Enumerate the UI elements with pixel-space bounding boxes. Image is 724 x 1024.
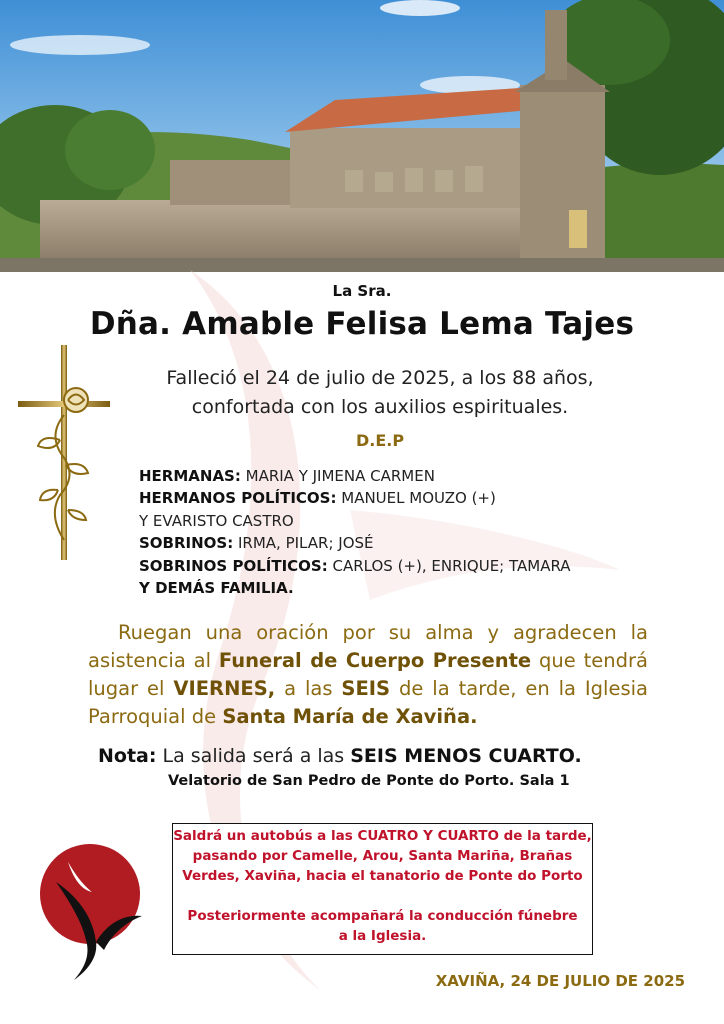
church-photo: [0, 0, 724, 272]
family-demas: Y DEMÁS FAMILIA.: [139, 579, 294, 598]
death-line-2: confortada con los auxilios espirituales.: [191, 396, 569, 418]
funeral-hour: SEIS: [341, 677, 391, 700]
dep-label: D.E.P: [355, 431, 405, 450]
family-hermanos-politicos: HERMANOS POLÍTICOS: MANUEL MOUZO (+): [139, 489, 496, 508]
bus-info-box: [172, 823, 593, 955]
death-line-1: Falleció el 24 de julio de 2025, a los 88 años,: [166, 367, 594, 389]
family-hermanos-politicos-cont: Y EVARISTO CASTRO: [139, 511, 294, 530]
deceased-name: Dña. Amable Felisa Lema Tajes: [89, 306, 635, 342]
funeral-type: Funeral de Cuerpo Presente: [218, 649, 532, 672]
bus-line-3: Verdes, Xaviña, hacia el tanatorio de Ponte do Porto: [182, 868, 583, 884]
death-announcement: [130, 364, 630, 422]
cross-with-rose-icon: [18, 345, 110, 560]
family-list: [139, 465, 659, 599]
departure-note: Nota: La salida será a las SEIS MENOS CUARTO.: [98, 745, 582, 767]
place-date: XAVIÑA, 24 DE JULIO DE 2025: [435, 972, 685, 990]
bus-line-2: pasando por Camelle, Arou, Santa Mariña, Brañas: [192, 848, 573, 864]
dove-on-red-sun-logo: [38, 842, 142, 982]
funeral-church: Santa María de Xaviña.: [222, 705, 478, 728]
bus-line-1: Saldrá un autobús a las CUATRO Y CUARTO de la tarde,: [173, 828, 592, 844]
bus-line-5: a la Iglesia.: [338, 928, 427, 944]
bus-line-4: Posteriormente acompañará la conducción fúnebre: [187, 908, 578, 924]
funeral-day: VIERNES,: [173, 677, 276, 700]
honorific: La Sra.: [332, 282, 392, 300]
funeral-invitation: Ruegan una oración por su alma y agradecen la asistencia al Funeral de Cuerpo Presente que tendrá lugar el VIERNES, a las SEIS de la tarde, en la Iglesia Parroquial de Santa María de Xaviña.: [88, 621, 649, 728]
family-sobrinos: SOBRINOS: IRMA, PILAR; JOSÉ: [139, 534, 374, 553]
wake-location: Velatorio de San Pedro de Ponte do Porto. Sala 1: [168, 773, 570, 789]
family-sobrinos-politicos: SOBRINOS POLÍTICOS: CARLOS (+), ENRIQUE; TAMARA: [139, 556, 571, 575]
family-hermanas: HERMANAS: MARIA Y JIMENA CARMEN: [139, 467, 435, 485]
